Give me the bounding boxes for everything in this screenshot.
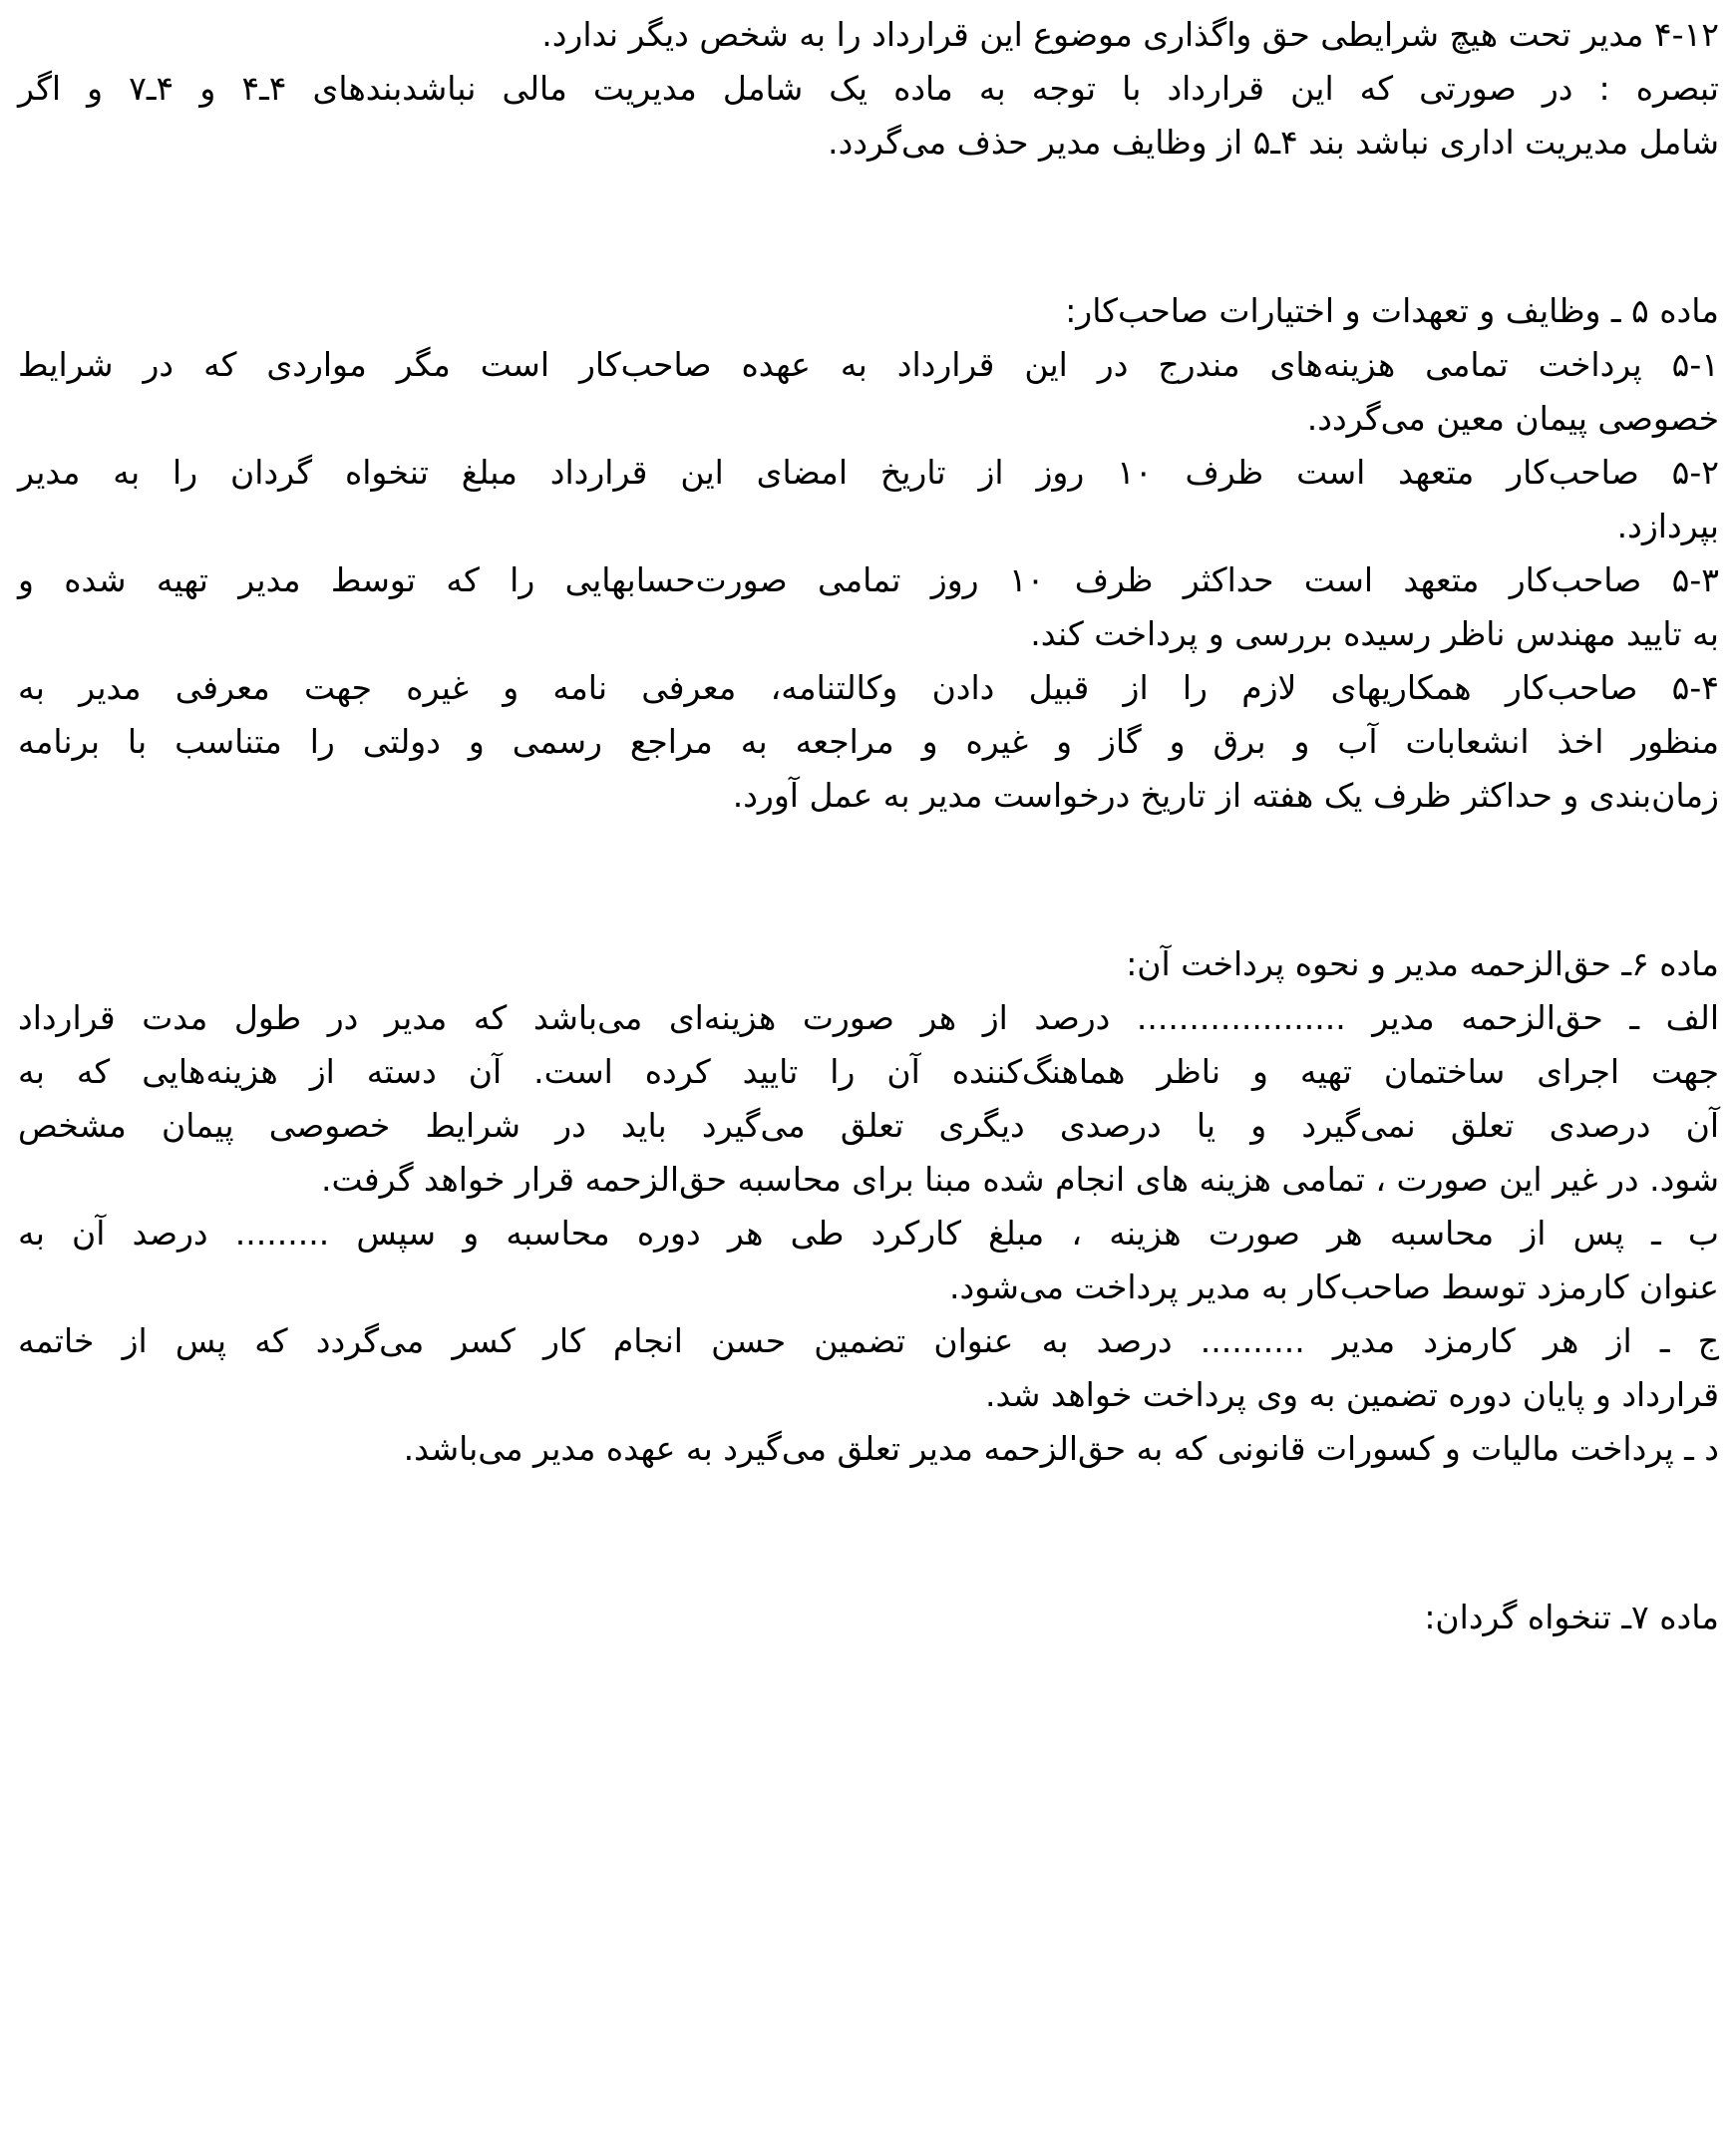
clause-6-a-line-1: الف ـ حق‌الزحمه مدیر .................... درصد از هر صورت هزینه‌ای می‌باشد که مدیر در طول مدت قرارداد <box>18 998 1719 1037</box>
clause-6-a-line-2: جهت اجرای ساختمان تهیه و ناظر هماهنگ‌کننده آن را تایید کرده است. آن دسته از هزینه‌هایی که به <box>18 1052 1719 1091</box>
section-7-title: ماده ۷ـ تنخواه گردان: <box>1424 1598 1719 1636</box>
section-5-title: ماده ۵ ـ وظایف و تعهدات و اختیارات صاحب‌کار: <box>1065 291 1719 330</box>
note-line-2: شامل مدیریت اداری نباشد بند ۴ـ۵ از وظایف مدیر حذف می‌گردد. <box>828 123 1719 162</box>
clause-5-1-line-1: ۵-۱ پرداخت تمامی هزینه‌های مندرج در این قرارداد به عهده صاحب‌کار است مگر مواردی که در شرایط <box>18 345 1719 384</box>
clause-5-3-line-1: ۵-۳ صاحب‌کار متعهد است حداکثر ظرف ۱۰ روز تمامی صورت‌حسابهایی را که توسط مدیر تهیه شده و <box>18 560 1719 599</box>
clause-6-a-line-4: شود. در غیر این صورت ، تمامی هزینه های انجام شده مبنا برای محاسبه حق‌الزحمه قرار خواهد گرفت. <box>320 1160 1719 1199</box>
clause-5-3-line-2: به تایید مهندس ناظر رسیده بررسی و پرداخت کند. <box>1030 614 1719 653</box>
clause-6-b-line-2: عنوان کارمزد توسط صاحب‌کار به مدیر پرداخت می‌شود. <box>949 1267 1719 1306</box>
clause-5-4-line-2: منظور اخذ انشعابات آب و برق و گاز و غیره و مراجعه به مراجع رسمی و دولتی را متناسب با برنامه <box>18 722 1719 761</box>
section-gap <box>18 1476 1719 1591</box>
clause-4-12: ۴-۱۲ مدیر تحت هیچ شرایطی حق واگذاری موضوع این قرارداد را به شخص دیگر ندارد. <box>541 15 1719 54</box>
clause-6-c-line-2: قرارداد و پایان دوره تضمین به وی پرداخت خواهد شد. <box>984 1375 1719 1414</box>
clause-5-1-line-2: خصوصی پیمان معین می‌گردد. <box>1306 399 1719 438</box>
clause-6-d-line-1: د ـ پرداخت مالیات و کسورات قانونی که به حق‌الزحمه مدیر تعلق می‌گیرد به عهده مدیر می‌باشد. <box>403 1429 1719 1468</box>
clause-5-4-line-3: زمان‌بندی و حداکثر ظرف یک هفته از تاریخ درخواست مدیر به عمل آورد. <box>732 776 1719 815</box>
section-gap <box>18 823 1719 937</box>
clause-5-2-line-2: بپردازد. <box>1616 507 1719 545</box>
clause-6-a-line-3: آن درصدی تعلق نمی‌گیرد و یا درصدی دیگری تعلق می‌گیرد باید در شرایط خصوصی پیمان مشخص <box>18 1106 1719 1145</box>
clause-5-2-line-1: ۵-۲ صاحب‌کار متعهد است ظرف ۱۰ روز از تاریخ امضای این قرارداد مبلغ تنخواه گردان را به مدیر <box>18 453 1719 492</box>
document-page <box>18 8 1719 1644</box>
clause-6-b-line-1: ب ـ پس از محاسبه هر صورت هزینه ، مبلغ کارکرد طی هر دوره محاسبه و سپس ......... درصد آن به <box>18 1214 1719 1253</box>
section-6-title: ماده ۶ـ حق‌الزحمه مدیر و نحوه پرداخت آن: <box>1126 944 1719 983</box>
note-line-1: تبصره : در صورتی که این قرارداد با توجه به ماده یک شامل مدیریت مالی نباشدبندهای ۴ـ۴ و ۴ـ۷ و اگر <box>18 69 1719 108</box>
clause-5-4-line-1: ۵-۴ صاحب‌کار همکاریهای لازم را از قبیل دادن وکالتنامه، معرفی نامه و غیره جهت معرفی مدیر به <box>18 668 1719 707</box>
section-gap <box>18 170 1719 284</box>
clause-6-c-line-1: ج ـ از هر کارمزد مدیر .......... درصد به عنوان تضمین حسن انجام کار کسر می‌گردد که پس از خاتمه <box>18 1321 1719 1360</box>
